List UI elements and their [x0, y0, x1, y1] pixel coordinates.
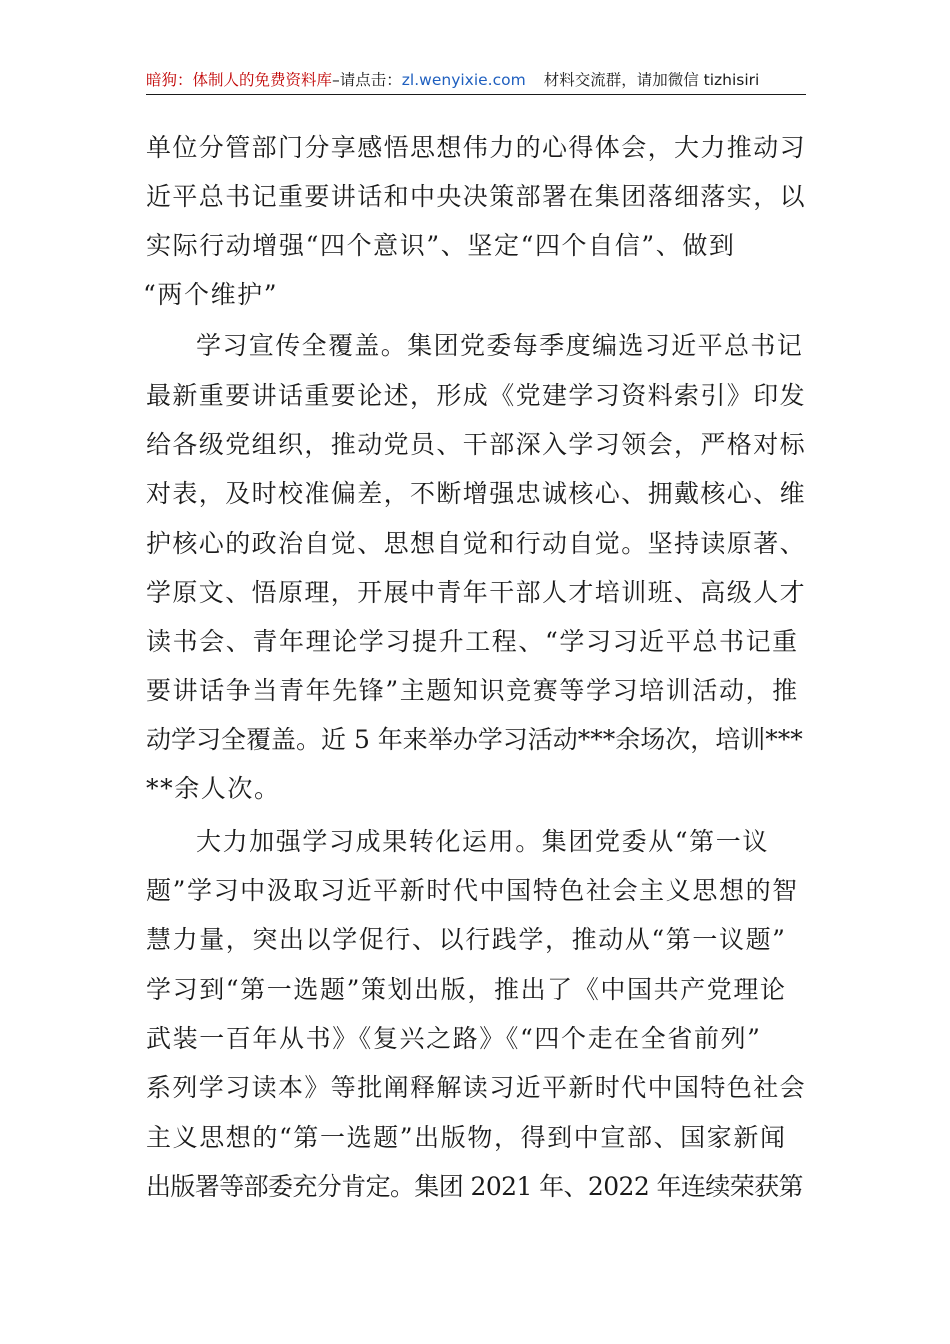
- body-line: 单位分管部门分享感悟思想伟力的心得体会，大力推动习: [146, 133, 807, 162]
- body-line: 主义思想的“第一选题”出版物，得到中宣部、国家新闻: [146, 1123, 787, 1152]
- body-line: 动学习全覆盖。近 5 年来举办学习活动***余场次，培训***: [146, 725, 803, 754]
- header-url-link[interactable]: zl.wenyixie.com: [401, 71, 526, 89]
- body-line: 最新重要讲话重要论述，形成《党建学习资料索引》印发: [146, 381, 807, 410]
- body-line: 学原文、悟原理，开展中青年干部人才培训班、高级人才: [146, 578, 807, 607]
- header-click-prompt: –请点击：: [332, 71, 402, 89]
- body-line: 出版署等部委充分肯定。集团 2021 年、2022 年连续荣获第: [146, 1172, 803, 1201]
- body-line: 近平总书记重要讲话和中央决策部署在集团落细落实，以: [146, 182, 807, 211]
- header-site-name: 暗狗：体制人的免费资料库: [146, 71, 333, 89]
- body-line: **余人次。: [146, 774, 281, 803]
- body-line: 武装一百年从书》《复兴之路》《“四个走在全省前列”: [146, 1024, 762, 1053]
- body-line: 系列学习读本》等批阐释解读习近平新时代中国特色社会: [146, 1073, 807, 1102]
- body-line: 要讲话争当青年先锋”主题知识竞赛等学习培训活动，推: [146, 676, 799, 705]
- header-contact: 材料交流群，请加微信 tizhisiri: [543, 71, 760, 89]
- body-line: 题”学习中汲取习近平新时代中国特色社会主义思想的智: [146, 876, 799, 905]
- header-divider: [146, 94, 806, 95]
- body-line: 对表，及时校准偏差，不断增强忠诚核心、拥戴核心、维: [146, 479, 807, 508]
- body-line: 实际行动增强“四个意识”、坚定“四个自信”、做到: [146, 231, 736, 260]
- body-line: 学习到“第一选题”策划出版，推出了《中国共产党理论: [146, 975, 787, 1004]
- body-line: 慧力量，突出以学促行、以行践学，推动从“第一议题”: [146, 925, 787, 954]
- page-header: [146, 66, 806, 94]
- body-line: 给各级党组织，推动党员、干部深入学习领会，严格对标: [146, 430, 807, 459]
- body-line: 读书会、青年理论学习提升工程、“学习习近平总书记重: [146, 627, 799, 656]
- body-line: 护核心的政治自觉、思想自觉和行动自觉。坚持读原著、: [146, 529, 807, 558]
- body-line: “两个维护”: [143, 280, 279, 309]
- paragraph-start: 大力加强学习成果转化运用。集团党委从“第一议: [196, 827, 769, 856]
- paragraph-start: 学习宣传全覆盖。集团党委每季度编选习近平总书记: [196, 331, 804, 360]
